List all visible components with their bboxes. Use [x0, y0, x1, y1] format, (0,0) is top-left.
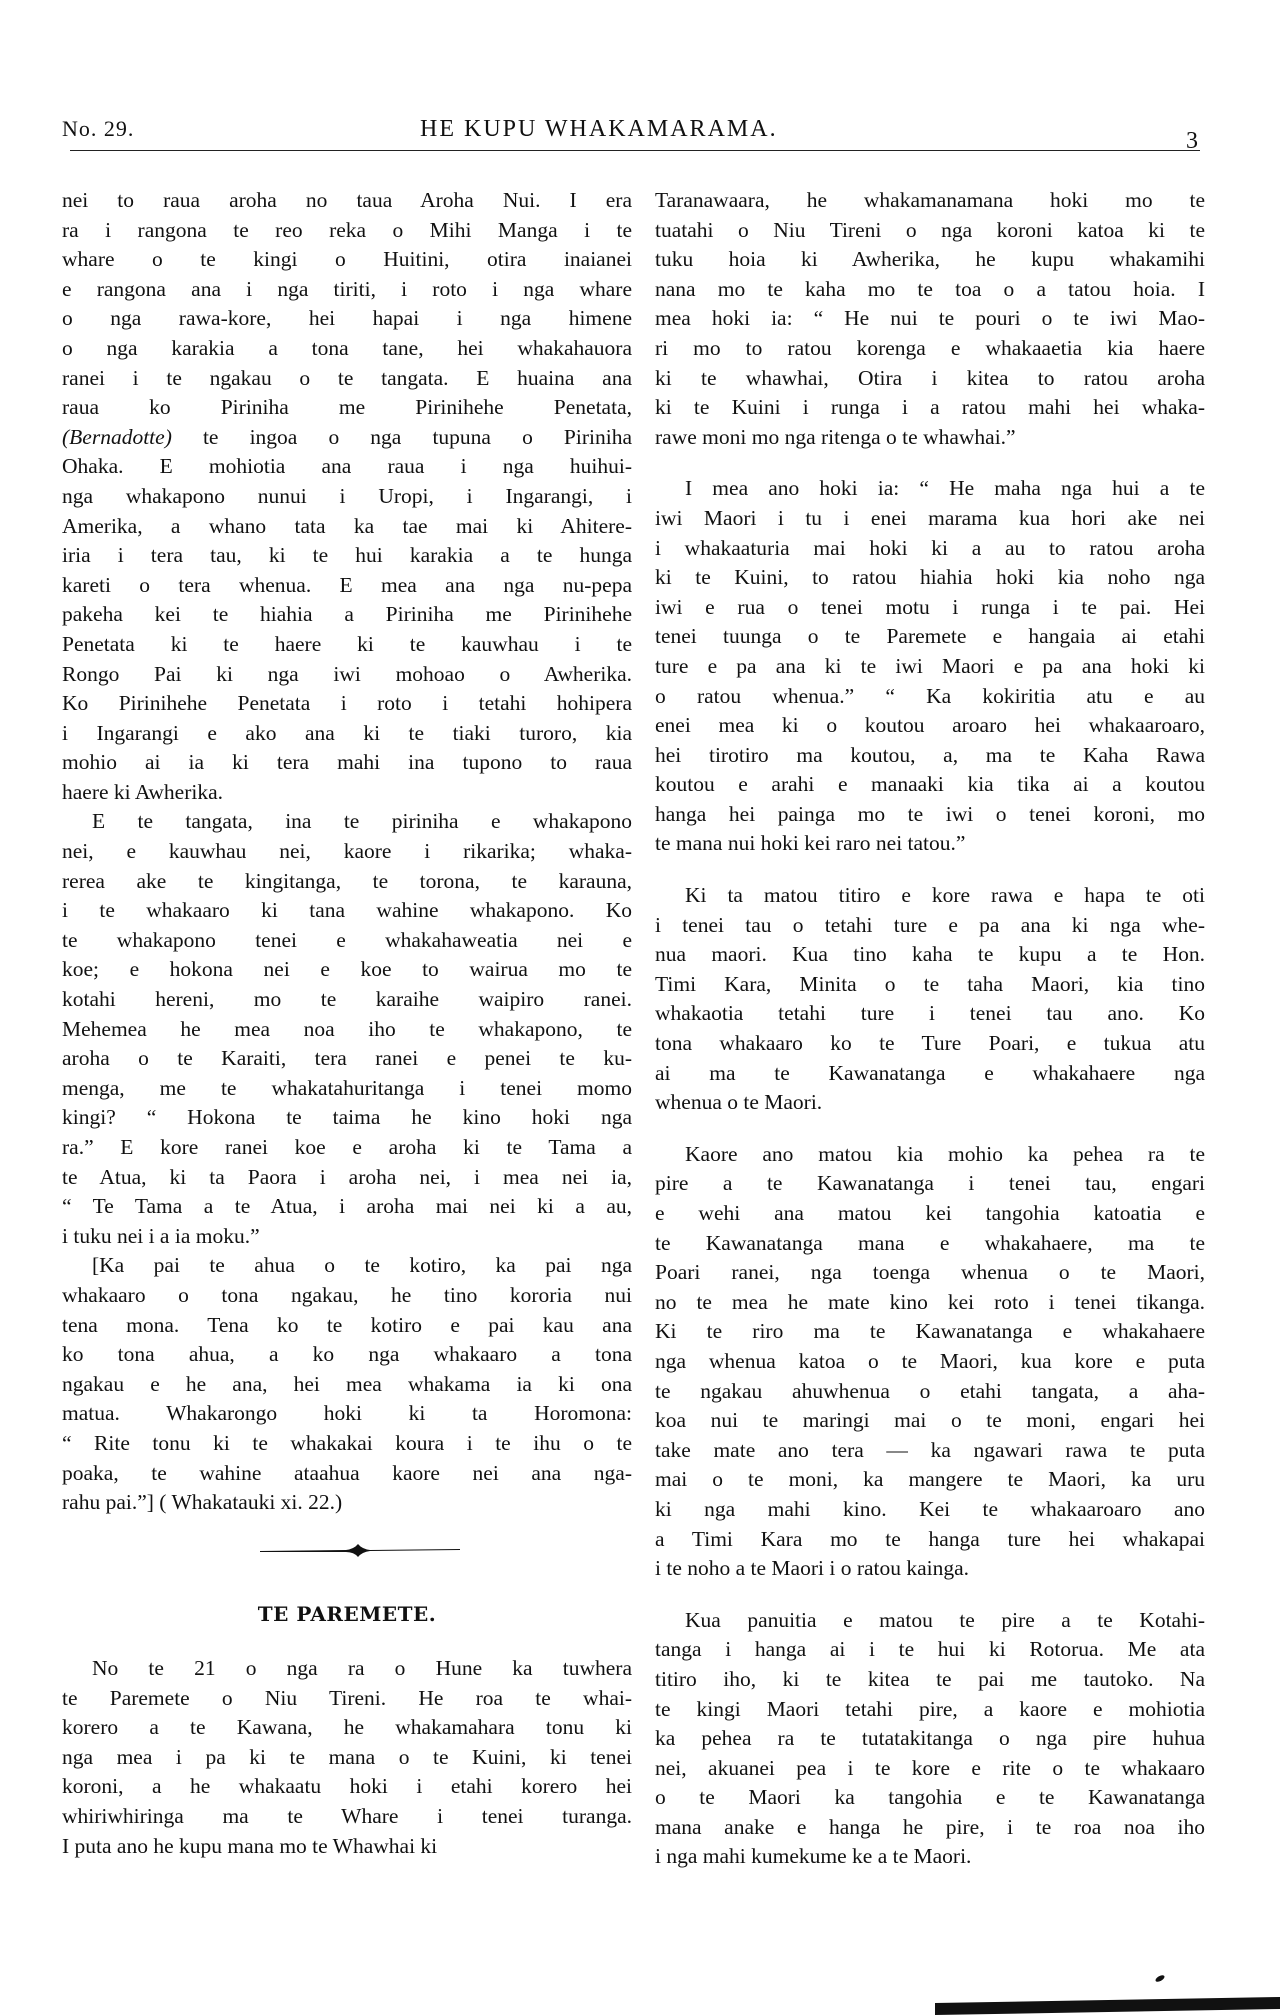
text-line: ki te whawhai, Otira i kitea to ratou aroha	[655, 365, 1205, 390]
text-line: Ki te riro ma te Kawanatanga e whakahaere	[655, 1319, 1205, 1344]
text-line: o te Maori ka tangohia e te Kawanatanga	[655, 1785, 1205, 1810]
text-line: i whakaaturia mai hoki ki a au to ratou aroha	[655, 535, 1205, 560]
text-line: E te tangata, ina te piriniha e whakapono	[92, 809, 632, 834]
text-line: “ Te Tama a te Atua, i aroha mai nei ki a au,	[62, 1194, 632, 1219]
text-line: rerea ake te kingitanga, te torona, te karauna,	[62, 868, 632, 893]
text-line: ka pehea ra te tutatakitanga o nga pire huhua	[655, 1726, 1205, 1751]
text-line: koutou e arahi e manaaki kia tika ai a koutou	[655, 772, 1205, 797]
text-line: Poari ranei, nga toenga whenua o te Maori,	[655, 1260, 1205, 1285]
paragraph	[62, 1654, 632, 1861]
text-line: (Bernadotte) te ingoa o nga tupuna o Piriniha	[62, 424, 632, 449]
text-line: iwi Maori i tu i enei marama kua hori ake nei	[655, 505, 1205, 530]
text-line: ture e pa ana ki te iwi Maori e pa ana hoki ki	[655, 653, 1205, 678]
text-line: e wehi ana matou kei tangohia katoatia e	[655, 1201, 1205, 1225]
text-line: nei, akuanei pea i te kore e rite o te whakaaro	[655, 1755, 1205, 1780]
text-line: hanga hei painga mo te iwi o tenei koroni, mo	[655, 801, 1205, 826]
text-line: whakaotia tetahi ture i tenei tau ano. Ko	[655, 1001, 1205, 1026]
text-line: aroha o te Karaiti, tera ranei e penei te ku-	[62, 1046, 632, 1071]
text-line: Kua panuitia e matou te pire a te Kotahi-	[685, 1607, 1205, 1632]
text-line: Rongo Pai ki nga iwi mohoao o Awherika.	[62, 661, 632, 686]
text-line: tanga i hanga ai i te hui ki Rotorua. Me ata	[655, 1637, 1205, 1662]
paragraph	[655, 474, 1205, 859]
text-line: o nga rawa-kore, hei hapai i nga himene	[62, 306, 632, 331]
text-line: take mate ano tera — ka ngawari rawa te puta	[655, 1437, 1205, 1462]
text-line: o ratou whenua.” “ Ka kokiritia atu e au	[655, 683, 1205, 708]
text-line: tuku hoia ki Awherika, he kupu whakamihi	[655, 247, 1205, 272]
text-line: matua. Whakarongo hoki ki ta Horomona:	[62, 1401, 632, 1426]
text-line: whare o te kingi o Huitini, otira inaianei	[62, 247, 632, 272]
paragraph	[62, 186, 632, 807]
text-line: Ko Pirinihehe Penetata i roto i tetahi hohipera	[62, 691, 632, 716]
text-line: kingi? “ Hokona te taima he kino hoki nga	[62, 1105, 632, 1130]
text-line: Ohaka. E mohiotia ana raua i nga huihui-	[62, 454, 632, 479]
text-line: ai ma te Kawanatanga e whakahaere nga	[655, 1060, 1205, 1085]
text-line: ra.” E kore ranei koe e aroha ki te Tama a	[62, 1135, 632, 1159]
text-line: whenua o te Maori.	[655, 1090, 823, 1115]
text-line: whiriwhiringa ma te Whare i tenei turanga.	[62, 1803, 632, 1828]
text-line: kareti o tera whenua. E mea ana nga nu-pepa	[62, 572, 632, 597]
text-line: i tuku nei i a ia moku.”	[62, 1223, 260, 1248]
paragraph	[655, 186, 1205, 452]
text-line: ranei i te ngakau o te tangata. E huaina ana	[62, 365, 632, 390]
text-line: haere ki Awherika.	[62, 779, 223, 804]
text-line: i tenei tau o tetahi ture e pa ana ki nga whe-	[655, 912, 1205, 937]
text-line: koe; e hokona nei e koe to wairua mo te	[62, 957, 632, 982]
text-line: Taranawaara, he whakamanamana hoki mo te	[655, 188, 1205, 212]
publication-title: HE KUPU WHAKAMARAMA.	[420, 116, 778, 142]
text-line: te mana nui hoki kei raro nei tatou.”	[655, 831, 966, 856]
text-line: te ngakau ahuwhenua o etahi tangata, a aha-	[655, 1378, 1205, 1403]
section-heading: TE PAREMETE.	[257, 1602, 437, 1626]
issue-number: No. 29.	[62, 116, 135, 141]
text-line: ra i rangona te reo reka o Mihi Manga i te	[62, 217, 632, 242]
right-column	[655, 186, 1205, 1872]
scan-speck	[1154, 1974, 1165, 1983]
text-line: te Kawanatanga mana e whakahaere, ma te	[655, 1230, 1205, 1255]
text-line: rawe moni mo nga ritenga o te whawhai.”	[655, 424, 1016, 449]
text-line: rahu pai.”] ( Whakatauki xi. 22.)	[62, 1490, 343, 1515]
text-line: raua ko Piriniha me Pirinihehe Penetata,	[62, 395, 632, 420]
left-column	[62, 186, 632, 1518]
paragraph	[62, 807, 632, 1251]
text-line: nga whakapono nunui i Uropi, i Ingarangi, i	[62, 483, 632, 508]
text-line: e rangona ana i nga tiriti, i roto i nga whare	[62, 276, 632, 301]
text-line: Timi Kara, Minita o te taha Maori, kia tino	[655, 971, 1205, 996]
paragraph	[655, 881, 1205, 1118]
text-line: nei, e kauwhau nei, kaore i rikarika; whaka-	[62, 839, 632, 864]
text-line: o nga karakia a tona tane, hei whakahauora	[62, 335, 632, 360]
text-line: ki te Kuini i runga i a ratou mahi hei whaka-	[655, 395, 1205, 420]
text-line: nga whenua katoa o te Maori, kua kore e puta	[655, 1348, 1205, 1373]
text-line: tena mona. Tena ko te kotiro e pai kau ana	[62, 1312, 632, 1337]
text-line: i nga mahi kumekume ke a te Maori.	[655, 1844, 972, 1869]
italic-name: (Bernadotte)	[62, 424, 172, 449]
header-rule	[70, 150, 1200, 151]
text-line: te Paremete o Niu Tireni. He roa te whai-	[62, 1685, 632, 1710]
text-line: nga mea i pa ki te mana o te Kuini, ki tenei	[62, 1744, 632, 1769]
text-line: koroni, a he whakaatu hoki i etahi korero hei	[62, 1774, 632, 1799]
text-line: I mea ano hoki ia: “ He maha nga hui a te	[685, 476, 1205, 501]
text-line: Amerika, a whano tata ka tae mai ki Ahitere-	[62, 513, 632, 538]
text-line: tuatahi o Niu Tireni o nga koroni katoa ki te	[655, 217, 1205, 242]
text-line: Ki ta matou titiro e kore rawa e hapa te oti	[685, 883, 1205, 908]
text-line: i te whakaaro ki tana wahine whakapono. Ko	[62, 898, 632, 923]
text-line: a Timi Kara mo te hanga ture hei whakapai	[655, 1526, 1205, 1551]
text-line: Kaore ano matou kia mohio ka pehea ra te	[685, 1141, 1205, 1166]
scan-edge-artifact	[935, 1997, 1280, 2015]
text-line: nei to raua aroha no taua Aroha Nui. I era	[62, 188, 632, 212]
text-line: ngakau e he ana, hei mea whakama ia ki ona	[62, 1371, 632, 1396]
text-line: enei mea ki o koutou aroaro hei whakaaroaro,	[655, 713, 1205, 738]
text-line: koa nui te maringi mai o te moni, engari hei	[655, 1408, 1205, 1433]
text-line: Mehemea he mea noa iho te whakapono, te	[62, 1016, 632, 1041]
text-line: “ Rite tonu ki te whakakai koura i te ihu o te	[62, 1430, 632, 1455]
text-line: menga, me te whakatahuritanga i tenei momo	[62, 1075, 632, 1100]
text-line: [Ka pai te ahua o te kotiro, ka pai nga	[92, 1253, 632, 1278]
text-line: no te mea he mate kino kei roto i tenei tikanga.	[655, 1289, 1205, 1314]
page-number: 3	[1186, 128, 1198, 154]
text-line: mea hoki ia: “ He nui te pouri o te iwi Mao-	[655, 306, 1205, 331]
text-line: iria i tera tau, ki te hui karakia a te hunga	[62, 543, 632, 568]
text-line: i Ingarangi e ako ana ki te tiaki turoro, kia	[62, 720, 632, 745]
text-line: ko tona ahua, a ko nga whakaaro a tona	[62, 1342, 632, 1367]
text-line: mana anake e hanga he pire, i te roa noa iho	[655, 1814, 1205, 1839]
text-line: i te noho a te Maori i o ratou kainga.	[655, 1556, 970, 1581]
text-line: whakaaro o tona ngakau, he tino kororia nui	[62, 1282, 632, 1307]
text-line: te Atua, ki ta Paora i aroha nei, i mea nei ia,	[62, 1164, 632, 1189]
paragraph	[62, 1251, 632, 1517]
left-column-section	[62, 1654, 632, 1861]
text-line: mai o te moni, ka mangere te Maori, ka uru	[655, 1467, 1205, 1492]
text-line: ki nga mahi kino. Kei te whakaaroaro ano	[655, 1496, 1205, 1521]
text-line: titiro iho, ki te kitea te pai me tautoko. Na	[655, 1666, 1205, 1691]
text-line: pakeha kei te hiahia a Piriniha me Pirinihehe	[62, 602, 632, 627]
text-line: iwi e rua o tenei motu i runga i te pai. Hei	[655, 594, 1205, 619]
text-line: te whakapono tenei e whakahaweatia nei e	[62, 927, 632, 952]
text-line: I puta ano he kupu mana mo te Whawhai ki	[62, 1833, 438, 1858]
text-line: ki te Kuini, to ratou hiahia hoki kia noho nga	[655, 565, 1205, 590]
text-line: kotahi hereni, mo te karaihe waipiro ranei.	[62, 987, 632, 1012]
text-line: ri mo to ratou korenga e whakaaetia kia haere	[655, 335, 1205, 360]
text-line: Penetata ki te haere ki te kauwhau i te	[62, 631, 632, 656]
fleuron-divider-icon	[258, 1540, 462, 1560]
paragraph	[655, 1140, 1205, 1584]
text-line: nana mo te kaha mo te toa o a tatou hoia. I	[655, 276, 1205, 301]
text-line: No te 21 o nga ra o Hune ka tuwhera	[92, 1656, 632, 1680]
paragraph	[655, 1606, 1205, 1872]
text-line: hei tirotiro ma koutou, a, ma te Kaha Rawa	[655, 742, 1205, 767]
text-line: nua maori. Kua tino kaha te kupu a te Hon.	[655, 942, 1205, 967]
text-line: korero a te Kawana, he whakamahara tonu ki	[62, 1715, 632, 1740]
text-line: mohio ai ia ki tera mahi ina tupono to raua	[62, 750, 632, 775]
text-line: pire a te Kawanatanga i tenei tau, engari	[655, 1171, 1205, 1196]
text-line: te kingi Maori tetahi pire, a kaore e mohiotia	[655, 1696, 1205, 1721]
text-line: tenei tuunga o te Paremete e hangaia ai etahi	[655, 624, 1205, 649]
text-line: poaka, te wahine ataahua kaore nei ana nga-	[62, 1460, 632, 1485]
text-line: tona whakaaro ko te Ture Poari, e tukua atu	[655, 1031, 1205, 1056]
